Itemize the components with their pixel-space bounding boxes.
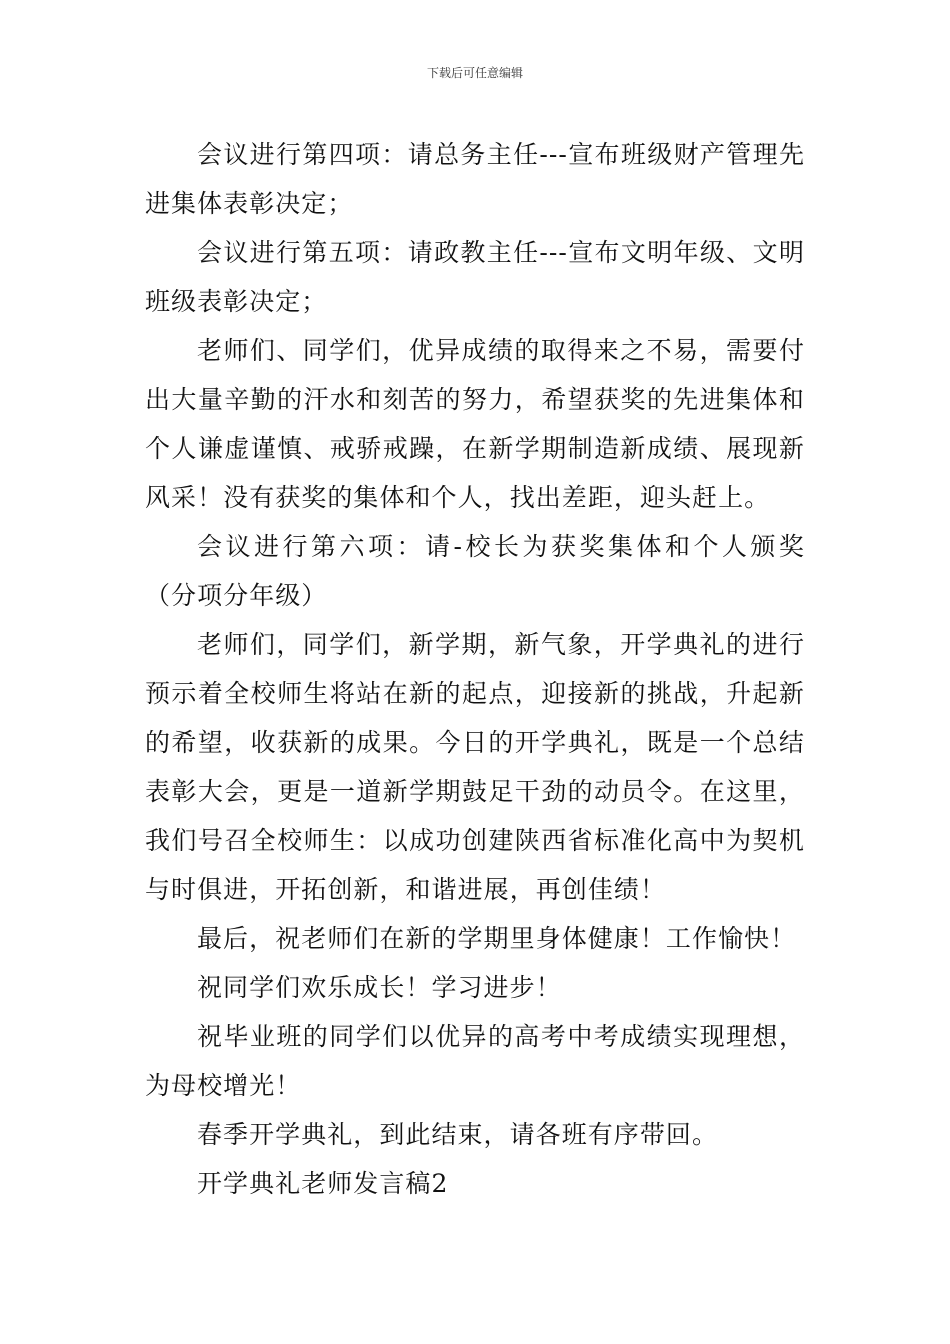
paragraph-wish-teachers: 最后，祝老师们在新的学期里身体健康！工作愉快！ bbox=[197, 924, 797, 953]
page-header-note: 下载后可任意编辑 bbox=[426, 66, 523, 80]
document-body bbox=[145, 130, 805, 1208]
paragraph-item-4: 会议进行第四项：请总务主任---宣布班级财产管理先进集体表彰决定； bbox=[145, 140, 805, 218]
paragraph-encouragement: 老师们、同学们，优异成绩的取得来之不易，需要付出大量辛勤的汗水和刻苦的努力，希望获奖的先进集体和个人谦虚谨慎、戒骄戒躁，在新学期制造新成绩、展现新风采！没有获奖的集体和个人，找出差距，迎头赶上。 bbox=[145, 336, 805, 512]
paragraph-item-6: 会议进行第六项：请-校长为获奖集体和个人颁奖（分项分年级） bbox=[145, 532, 805, 610]
paragraph-wish-graduates: 祝毕业班的同学们以优异的高考中考成绩实现理想，为母校增光！ bbox=[145, 1022, 805, 1100]
paragraph-closing: 春季开学典礼，到此结束，请各班有序带回。 bbox=[197, 1120, 719, 1149]
paragraph-item-5: 会议进行第五项：请政教主任---宣布文明年级、文明班级表彰决定； bbox=[145, 238, 805, 316]
paragraph-wish-students: 祝同学们欢乐成长！学习进步！ bbox=[197, 973, 562, 1002]
paragraph-new-semester: 老师们，同学们，新学期，新气象，开学典礼的进行预示着全校师生将站在新的起点，迎接新的挑战，升起新的希望，收获新的成果。今日的开学典礼，既是一个总结表彰大会，更是一道新学期鼓足干劲的动员令。在这里，我们号召全校师生：以成功创建陕西省标准化高中为契机与时俱进，开拓创新，和谐进展，再创佳绩！ bbox=[145, 630, 805, 904]
next-section-title: 开学典礼老师发言稿2 bbox=[197, 1169, 449, 1198]
